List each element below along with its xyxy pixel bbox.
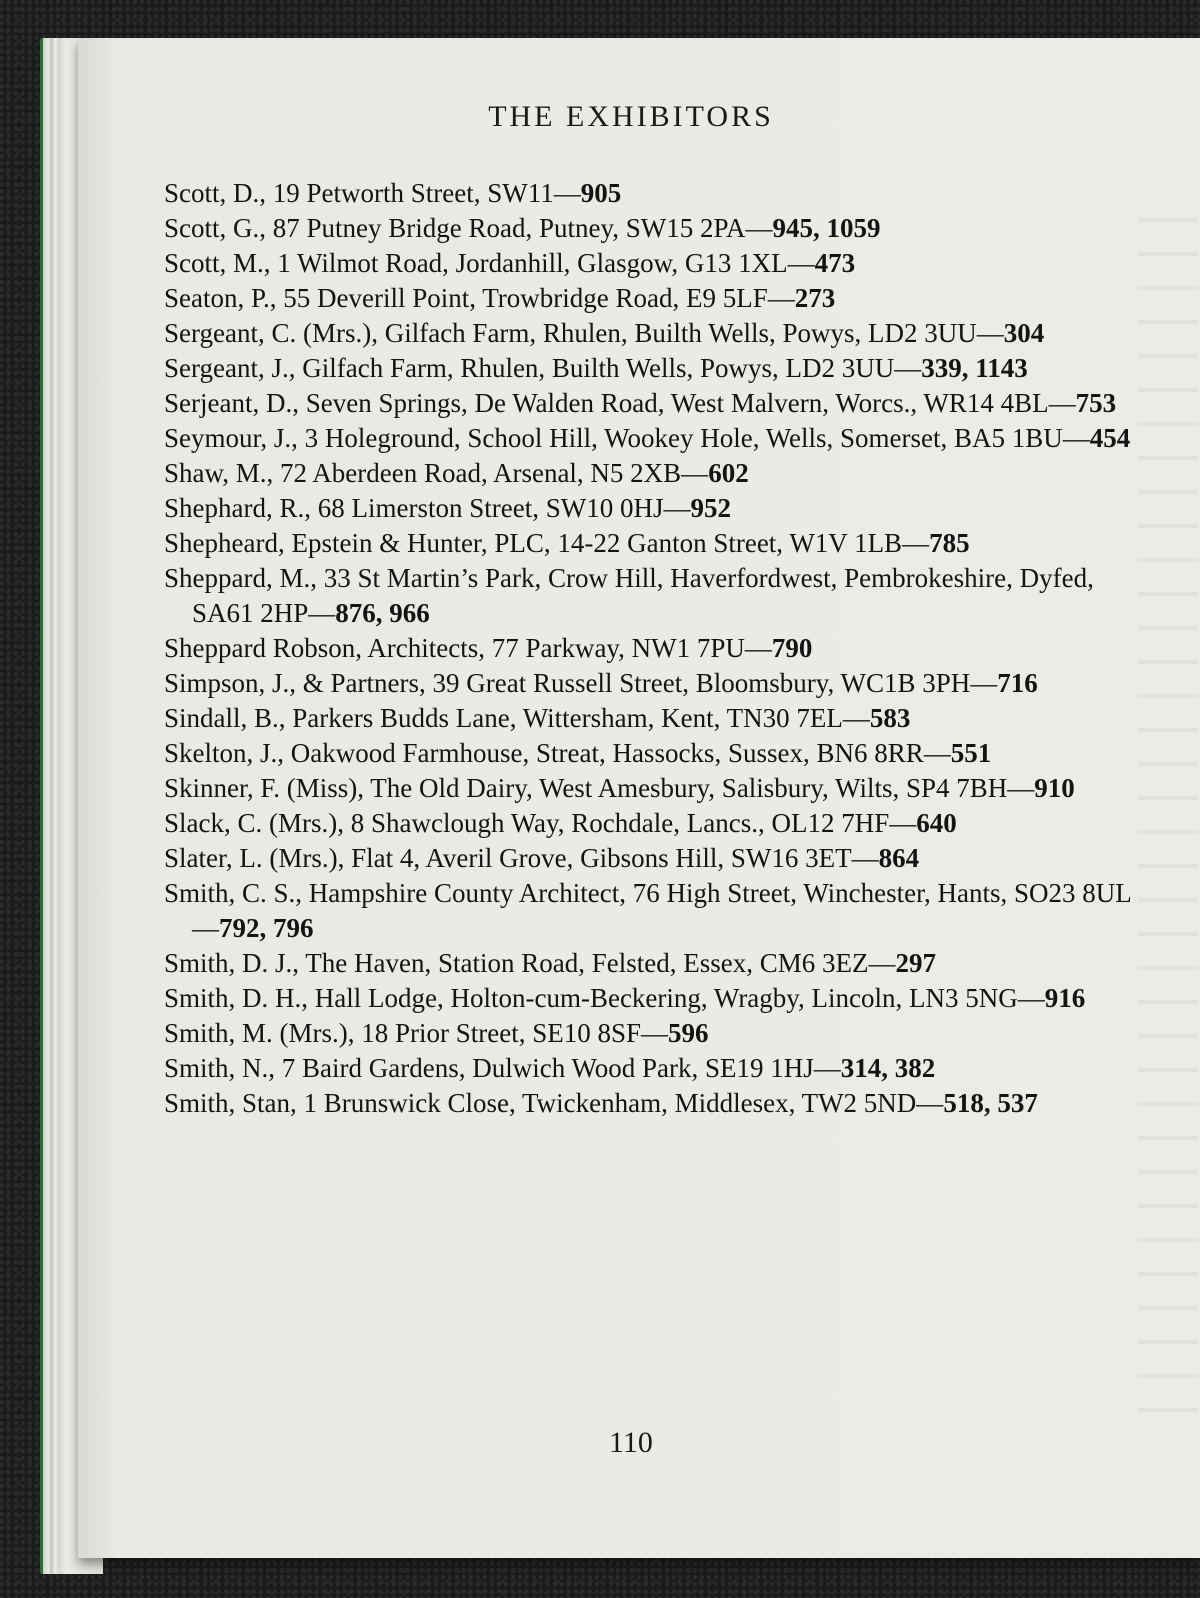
running-header: THE EXHIBITORS [488,100,774,133]
entry-text: Smith, D. J., The Haven, Station Road, Felsted, Essex, CM6 3EZ— [164,948,896,978]
exhibitor-entry [164,491,1132,526]
entry-numbers: 297 [895,948,936,978]
entry-numbers: 790 [771,633,813,663]
exhibitor-entry [164,561,1132,631]
entry-numbers: 518, 537 [943,1088,1038,1118]
exhibitor-entry [164,386,1132,421]
exhibitor-list [164,176,1132,1121]
exhibitor-entry [164,281,1132,316]
entry-text: Scott, M., 1 Wilmot Road, Jordanhill, Glasgow, G13 1XL— [164,248,815,278]
exhibitor-entry [164,771,1132,806]
exhibitor-entry [164,981,1132,1016]
entry-text: Scott, D., 19 Petworth Street, SW11— [164,178,581,208]
entry-text: Sheppard, M., 33 St Martin’s Park, Crow Hill, Haverfordwest, Pembrokeshire, Dyfed, SA61 2HP— [164,563,1094,628]
exhibitor-entry [164,946,1132,981]
exhibitor-entry [164,316,1132,351]
entry-numbers: 716 [997,668,1038,698]
entry-numbers: 602 [708,458,749,488]
exhibitor-entry [164,176,1132,211]
exhibitor-entry [164,736,1132,771]
entry-numbers: 864 [878,843,920,873]
exhibitor-entry [164,1086,1132,1121]
show-through [1138,188,1198,1438]
entry-text: Simpson, J., & Partners, 39 Great Russell Street, Bloomsbury, WC1B 3PH— [164,668,998,698]
book-page [78,38,1200,1558]
exhibitor-entry [164,211,1132,246]
entry-text: Shaw, M., 72 Aberdeen Road, Arsenal, N5 2XB— [164,458,709,488]
exhibitor-entry [164,841,1132,876]
entry-numbers: 454 [1089,423,1131,453]
entry-text: Scott, G., 87 Putney Bridge Road, Putney, SW15 2PA— [164,213,773,243]
entry-numbers: 916 [1044,983,1086,1013]
exhibitor-entry [164,526,1132,561]
entry-numbers: 952 [690,493,731,523]
entry-numbers: 785 [929,528,970,558]
entry-numbers: 583 [869,703,911,733]
exhibitor-entry [164,701,1132,736]
entry-text: Sergeant, C. (Mrs.), Gilfach Farm, Rhulen, Builth Wells, Powys, LD2 3UU— [164,318,1004,348]
entry-text: Sheppard Robson, Architects, 77 Parkway, NW1 7PU— [164,633,772,663]
entry-text: Seymour, J., 3 Holeground, School Hill, Wookey Hole, Wells, Somerset, BA5 1BU— [164,423,1090,453]
entry-text: Seaton, P., 55 Deverill Point, Trowbridge Road, E9 5LF— [164,283,795,313]
entry-text: Skelton, J., Oakwood Farmhouse, Streat, Hassocks, Sussex, BN6 8RR— [164,738,951,768]
exhibitor-entry [164,351,1132,386]
exhibitor-entry [164,246,1132,281]
entry-numbers: 910 [1034,773,1075,803]
entry-text: Sergeant, J., Gilfach Farm, Rhulen, Builth Wells, Powys, LD2 3UU— [164,353,922,383]
entry-numbers: 551 [950,738,992,768]
entry-text: Shephard, R., 68 Limerston Street, SW10 0HJ— [164,493,691,523]
exhibitor-entry [164,1051,1132,1086]
entry-numbers: 792, 796 [219,913,314,943]
exhibitor-entry [164,421,1132,456]
entry-text: Shepheard, Epstein & Hunter, PLC, 14-22 Ganton Street, W1V 1LB— [164,528,930,558]
entry-numbers: 596 [668,1018,709,1048]
entry-numbers: 304 [1003,318,1045,348]
entry-text: Smith, Stan, 1 Brunswick Close, Twickenham, Middlesex, TW2 5ND— [164,1088,944,1118]
entry-numbers: 753 [1075,388,1117,418]
entry-text: Serjeant, D., Seven Springs, De Walden Road, West Malvern, Worcs., WR14 4BL— [164,388,1076,418]
entry-numbers: 314, 382 [840,1053,936,1083]
exhibitor-entry [164,806,1132,841]
entry-text: Smith, D. H., Hall Lodge, Holton-cum-Beckering, Wragby, Lincoln, LN3 5NG— [164,983,1045,1013]
entry-numbers: 273 [794,283,836,313]
entry-text: Smith, M. (Mrs.), 18 Prior Street, SE10 8SF— [164,1018,669,1048]
entry-numbers: 876, 966 [335,598,430,628]
exhibitor-entry [164,456,1132,491]
exhibitor-entry [164,1016,1132,1051]
entry-numbers: 945, 1059 [772,213,881,243]
exhibitor-entry [164,666,1132,701]
exhibitor-entry [164,876,1132,946]
entry-text: Slack, C. (Mrs.), 8 Shawclough Way, Rochdale, Lancs., OL12 7HF— [164,808,917,838]
entry-numbers: 473 [814,248,856,278]
entry-numbers: 339, 1143 [921,353,1028,383]
exhibitor-entry [164,631,1132,666]
page-number: 110 [609,1426,653,1459]
entry-numbers: 640 [916,808,957,838]
entry-text: Sindall, B., Parkers Budds Lane, Wittersham, Kent, TN30 7EL— [164,703,870,733]
entry-text: Slater, L. (Mrs.), Flat 4, Averil Grove, Gibsons Hill, SW16 3ET— [164,843,879,873]
entry-text: Smith, C. S., Hampshire County Architect, 76 High Street, Winchester, Hants, SO23 8UL— [164,878,1132,943]
entry-text: Smith, N., 7 Baird Gardens, Dulwich Wood Park, SE19 1HJ— [164,1053,841,1083]
entry-numbers: 905 [580,178,622,208]
entry-text: Skinner, F. (Miss), The Old Dairy, West Amesbury, Salisbury, Wilts, SP4 7BH— [164,773,1035,803]
